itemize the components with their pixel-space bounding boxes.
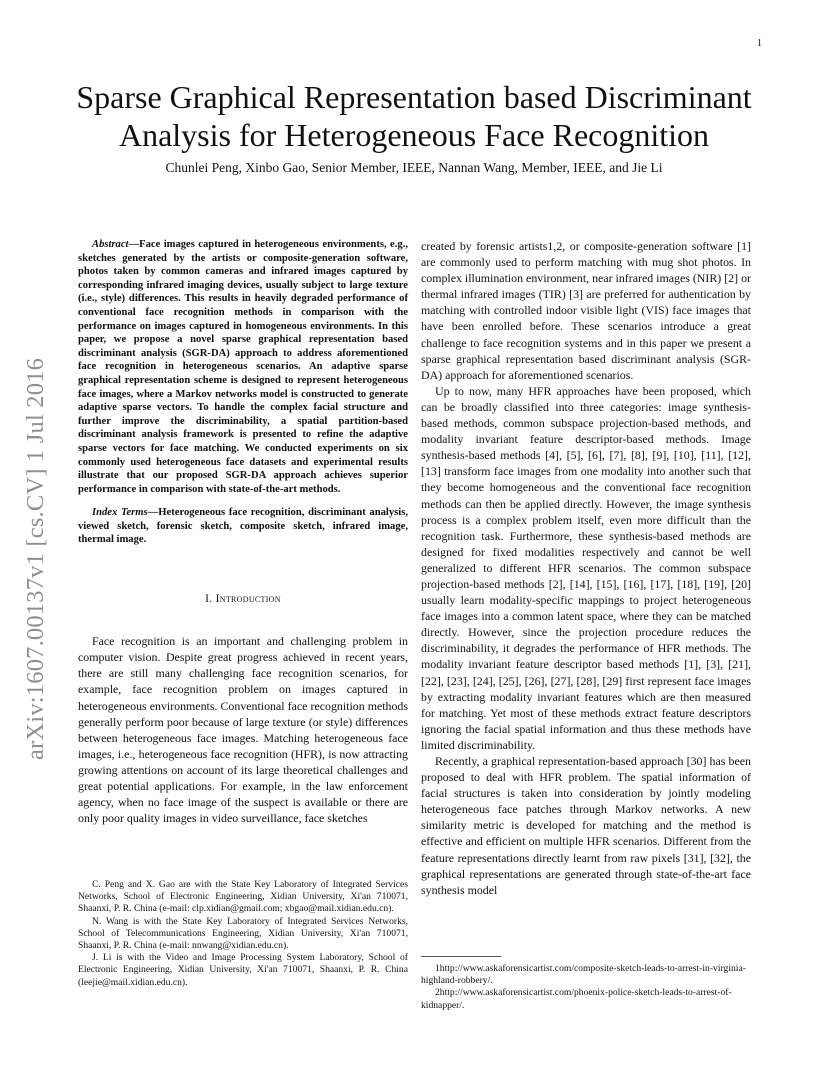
index-terms-text: —Heterogeneous face recognition, discriminant analysis, viewed sketch, forensic sketch, composite sketch, infrared image, thermal image. [78, 507, 408, 546]
arxiv-stamp [16, 300, 52, 760]
index-terms [78, 506, 408, 547]
abstract-text: —Face images captured in heterogeneous environments, e.g., sketches generated by the artists or composite-generation software, photos taken by common cameras and infrared images captured by corresponding infrared imaging devices, usually subject to large texture (i.e., style) differences. This results in heavily degraded performance of conventional face recognition methods in comparison with the performance on images captured in homogeneous environments. In this paper, we propose a novel sparse graphical representation based discriminant analysis (SGR-DA) approach to address aforementioned face recognition in heterogeneous scenarios. An adaptive sparse graphical representation scheme is designed to represent heterogeneous face images, where a Markov networks model is constructed to generate adaptive sparse vectors. To handle the complex facial structure and further improve the discriminability, a spatial partition-based discriminant analysis framework is presented to refine the adaptive sparse vectors for face matching. We conducted experiments on six commonly used heterogeneous face datasets and experimental results illustrate that our proposed SGR-DA approach achieves superior performance in comparison with state-of-the-art methods. [78, 239, 408, 495]
author-list: Chunlei Peng, Xinbo Gao, Senior Member, IEEE, Nannan Wang, Member, IEEE, and Jie Li [165, 160, 663, 175]
abstract [78, 238, 408, 496]
affiliation-footnotes [78, 879, 408, 989]
footnote-wang: N. Wang is with the State Key Laboratory of Integrated Services Networks, School of Telecommunications Engineering, Xidian University, Xi'an 710071, Shaanxi, P. R. China (e-mail: nnwang@xidian.edu.cn). [78, 915, 408, 952]
page-number: 1 [757, 38, 762, 49]
footnote-url-2: 2http://www.askaforensicartist.com/phoenix-police-sketch-leads-to-arrest-of-kidnapper/. [421, 987, 732, 1011]
abstract-lead: Abstract [92, 239, 129, 250]
url-footnotes [421, 963, 751, 1012]
body-paragraph: Up to now, many HFR approaches have been proposed, which can be broadly classified into three categories: image synthesis-based methods, common subspace projection-based methods, and modality invariant feature descriptor-based methods. Image synthesis-based methods [4], [5], [6], [7], [8], [9], [10], [11], [12], [13] transform face images from one modality into another such that they become homogeneous and the conventional face recognition methods can then be applied directly. However, the image synthesis process is a complex problem itself, even more difficult than the recognition task. Furthermore, these synthesis-based methods are designed for fixed modalities respectively and cannot be well generalized to different HFR scenarios. The common subspace projection-based methods [2], [14], [15], [16], [17], [18], [19], [20] usually learn modality-specific mappings to project heterogeneous face images into a common latent space, where they can be matched directly. However, since the projection procedure reduces the discriminability, it degrades the performance of HFR methods. The modality invariant feature descriptor based methods [1], [3], [21], [22], [23], [24], [25], [26], [27], [28], [29] first represent face images by extracting modality invariant features which are then measured for matching. Yet most of these methods extract feature descriptors ignoring the facial spatial information and thus these methods have limited discriminability. [421, 383, 751, 752]
section-heading-introduction: I. Introduction [205, 593, 281, 606]
footnote-url-1: 1http://www.askaforensicartist.com/composite-sketch-leads-to-arrest-in-virginia-highland-robbery/. [421, 963, 746, 987]
footnote-rule [421, 956, 501, 957]
intro-paragraph: Face recognition is an important and challenging problem in computer vision. Despite great progress achieved in recent years, there are still many challenging face recognition scenarios, for example, face recognition problem on images captured in heterogeneous environments. Conventional face recognition methods generally perform poor because of large texture (or style) differences between heterogeneous face images. Matching heterogeneous face images, i.e., heterogeneous face recognition (HFR), is now attracting growing attentions on account of its large theoretical challenges and great potential applications. For example, in the law enforcement agency, when no face image of the suspect is available or there are only poor quality images in video surveillance, face sketches [78, 634, 408, 826]
paper-title: Sparse Graphical Representation based Discriminant Analysis for Heterogeneous Face Recognition [76, 79, 752, 153]
body-paragraph: Recently, a graphical representation-based approach [30] has been proposed to deal with HFR problem. The spatial information of facial structures is taken into consideration by jointly modeling heterogeneous face patches through Markov networks. A new similarity metric is developed for matching and the method is effective and efficient on multiple HFR scenarios. Different from the feature representations directly learnt from raw pixels [31], [32], the graphical representations are generated through state-of-the-art face synthesis model [421, 754, 751, 897]
body-paragraph: created by forensic artists1,2, or composite-generation software [1] are commonly used to perform matching with mug shot photos. In complex illumination environment, near infrared images (NIR) [2] or thermal infrared images (TIR) [3] are preferred for authentication by matching with controlled indoor visible light (VIS) face images that have been enrolled before. These scenarios introduce a great challenge to face recognition systems and in this paper we present a sparse graphical representation based discriminant analysis (SGR-DA) approach for aforementioned scenarios. [421, 239, 751, 382]
footnote-peng-gao: C. Peng and X. Gao are with the State Key Laboratory of Integrated Services Networks, School of Electronic Engineering, Xidian University, Xi'an 710071, Shaanxi, P. R. China (e-mail: clp.xidian@gmail.com; xbgao@mail.xidian.edu.cn). [78, 879, 408, 915]
index-terms-lead: Index Terms [92, 507, 148, 519]
arxiv-stamp-text: arXiv:1607.00137v1 [cs.CV] 1 Jul 2016 [22, 357, 49, 760]
right-column [421, 238, 751, 898]
footnote-li: J. Li is with the Video and Image Processing System Laboratory, School of Electronic Engineering, Xidian University, Xi'an 710071, Shaanxi, P. R. China (leejie@mail.xidian.edu.cn). [78, 952, 408, 988]
left-column [78, 238, 408, 826]
